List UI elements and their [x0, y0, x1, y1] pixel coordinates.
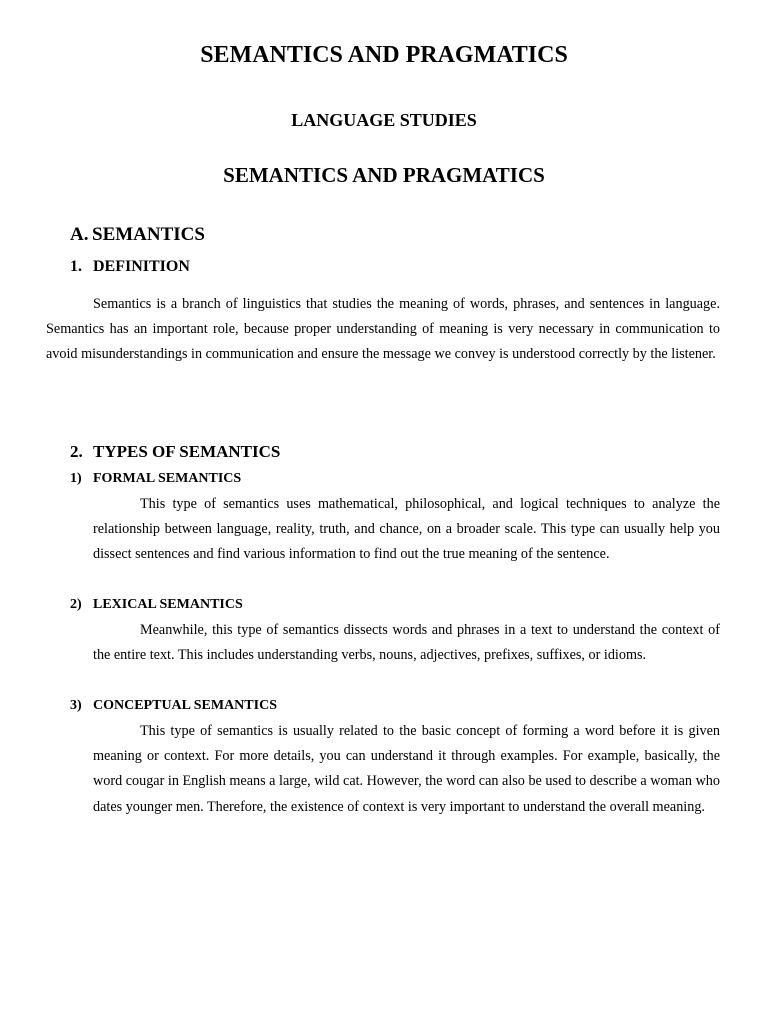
section-title: SEMANTICS AND PRAGMATICS: [223, 163, 545, 187]
section-a-title: SEMANTICS: [92, 224, 205, 245]
item-marker: 3): [70, 698, 82, 713]
item-title: LEXICAL SEMANTICS: [93, 597, 243, 612]
item-marker: 2): [70, 597, 82, 612]
definition-paragraph: Semantics is a branch of linguistics that studies the meaning of words, phrases, and sentences in language. Semantics has an important role, because proper understanding of meaning is very necessary in communication to avoid misunderstandings in communication and ensure the message we convey is understood correctly by the listener.: [46, 296, 720, 363]
item-title: FORMAL SEMANTICS: [93, 471, 242, 486]
types-marker: 2.: [70, 442, 83, 461]
item-title: CONCEPTUAL SEMANTICS: [93, 698, 277, 713]
section-a-heading: [70, 224, 205, 246]
formal-semantics-paragraph: This type of semantics uses mathematical, philosophical, and logical techniques to analyze the relationship between language, reality, truth, and chance, on a broader scale. This type can usually help you dissect sentences and find various information to find out the true meaning of the sentence.: [93, 496, 720, 563]
subtitle: LANGUAGE STUDIES: [291, 110, 477, 130]
definition-marker: 1.: [70, 258, 82, 275]
conceptual-semantics-paragraph: This type of semantics is usually related to the basic concept of forming a word before it is given meaning or context. For more details, you can understand it through examples. For example, basically, the word cougar in English means a large, wild cat. However, the word can also be used to describe a woman who dates younger men. Therefore, the existence of context is very important to understand the overall meaning.: [93, 723, 720, 815]
definition-heading: [70, 258, 190, 276]
types-title: TYPES OF SEMANTICS: [93, 442, 281, 461]
lexical-semantics-paragraph: Meanwhile, this type of semantics dissects words and phrases in a text to understand the context of the entire text. This includes understanding verbs, nouns, adjectives, prefixes, suffixes, or idioms.: [93, 622, 720, 664]
main-title: SEMANTICS AND PRAGMATICS: [200, 42, 568, 68]
section-a-marker: A.: [70, 224, 89, 245]
definition-title: DEFINITION: [93, 258, 190, 275]
types-heading: [70, 442, 280, 462]
conceptual-semantics-heading: [70, 698, 277, 714]
lexical-semantics-heading: [70, 597, 243, 613]
item-marker: 1): [70, 471, 82, 486]
formal-semantics-heading: [70, 471, 241, 487]
